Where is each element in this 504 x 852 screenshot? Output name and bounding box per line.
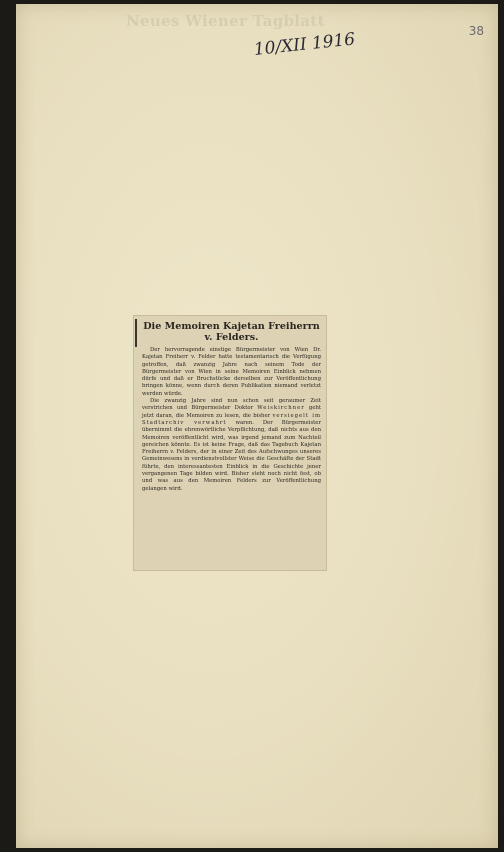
article-paragraph-1: Der hervorragende einstige Bürgermeister von Wien Dr. Kajetan Freiherr v. Felder hatte testamentarisch die Verfügung getroffen, daß zwanzig Jahre nach seinem Tode der Bürgermeister von Wien in seine Memoiren Einblick nehmen dürfe und daß er Bruchstücke derselben zur Veröffentlichung bringen könne, wenn durch deren Publikation niemand verletzt werden würde. xyxy=(142,347,321,397)
column-rule xyxy=(135,319,137,347)
article-paragraph-2 xyxy=(142,398,321,493)
paragraph-2-text-b: geht jetzt daran, die Memoiren zu lesen, die bisher xyxy=(142,405,321,419)
article-headline xyxy=(142,321,321,343)
paragraph-2-text-c: waren. Der Bürgermeister übernimmt die ehrenwörtliche Verpflichtung, daß nichts aus den Memoiren veröffentlicht wird, was irgend jemand zum Nachteil gereichen könnte. Es ist keine Frage, daß das Tagebuch Kajetan Freiherrn v. Felders, der in einer Zeit des Aufschwunges unseres Gemeinwesens in verdienstvollster Weise die Geschäfte der Stadt führte, den interessantesten Einblick in die Geschichte jener vergangenen Tage bilden wird. Bisher steht noch nicht fest, ob und was aus den Memoiren Felders zur Veröffentlichung gelangen wird. xyxy=(142,419,321,492)
mayor-name: Weiskirchner xyxy=(257,405,305,412)
newspaper-clipping xyxy=(133,315,327,571)
archive-sheet xyxy=(16,4,498,848)
paragraph-2-text-a: Die zwanzig Jahre sind nun schon seit geraumer Zeit verstrichen und Bürgermeister Doktor xyxy=(142,398,321,412)
sealed-archive-phrase: versiegelt im Stadtarchiv verwahrt xyxy=(142,412,322,426)
headline-line-1: Die Memoiren Kajetan Freiherrn xyxy=(143,321,320,332)
headline-line-2: v. Felders. xyxy=(204,332,259,343)
handwritten-date: 10/XII 1916 xyxy=(252,29,357,60)
newspaper-masthead: Neues Wiener Tagblatt xyxy=(126,12,325,30)
page-number: 38 xyxy=(468,24,484,38)
